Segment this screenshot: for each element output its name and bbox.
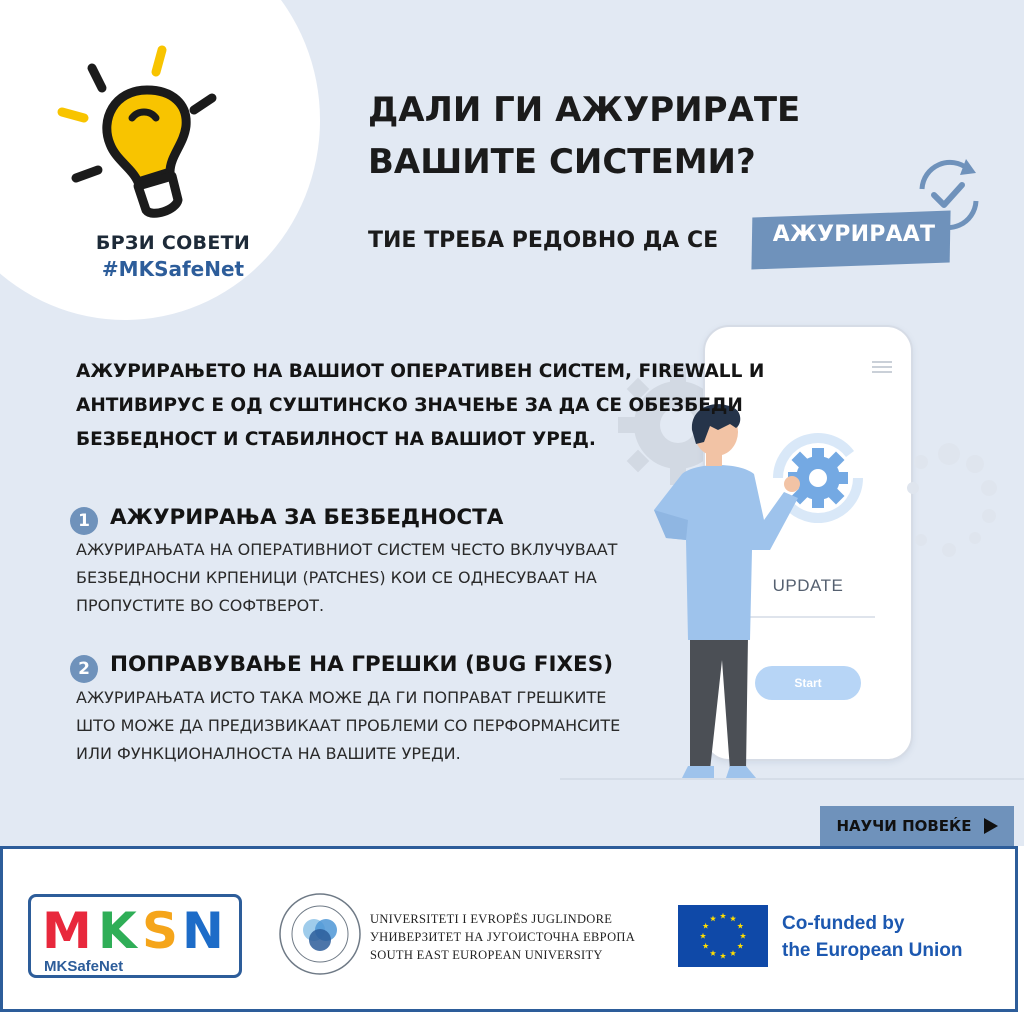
- highlight-text: АЖУРИРААТ: [772, 222, 936, 247]
- section-body: [76, 536, 716, 620]
- floor-line: [560, 778, 1024, 780]
- seeu-name-line: SOUTH EAST EUROPEAN UNIVERSITY: [370, 948, 603, 962]
- badge-title: БРЗИ СОВЕТИ: [95, 232, 251, 254]
- mksafenet-logo: [42, 906, 232, 952]
- intro-line: АНТИВИРУС Е ОД СУШТИНСКО ЗНАЧЕЊЕ ЗА ДА СЕ ОБЕЗБЕДИ: [76, 395, 743, 416]
- intro-line: БЕЗБЕДНОСТ И СТАБИЛНОСТ НА ВАШИОТ УРЕД.: [76, 429, 596, 450]
- seeu-name: [370, 910, 635, 964]
- start-button[interactable]: Start: [755, 666, 861, 700]
- seeu-seal-logo: [278, 892, 362, 976]
- section-body-line: АЖУРИРАЊАТА НА ОПЕРАТИВНИОТ СИСТЕМ ЧЕСТО ВКЛУЧУВААТ: [76, 540, 618, 559]
- seeu-name-line: UNIVERSITETI I EVROPËS JUGLINDORE: [370, 912, 613, 926]
- section-body-line: ИЛИ ФУНКЦИОНАЛНОСТА НА ВАШИТЕ УРЕДИ.: [76, 744, 461, 763]
- eu-text-line: Co-funded by: [782, 913, 905, 934]
- svg-text:N: N: [182, 906, 224, 952]
- svg-text:K: K: [98, 906, 137, 952]
- section-title: АЖУРИРАЊА ЗА БЕЗБЕДНОСТА: [110, 505, 504, 530]
- section-body-line: ПРОПУСТИТЕ ВО СОФТВЕРОТ.: [76, 596, 325, 615]
- intro-line: АЖУРИРАЊЕТО НА ВАШИОТ ОПЕРАТИВЕН СИСТЕМ, FIREWALL И: [76, 361, 765, 382]
- headline: [368, 84, 848, 188]
- eu-text-line: the European Union: [782, 940, 963, 961]
- learn-more-label: НАУЧИ ПОВЕЌЕ: [836, 817, 972, 835]
- loading-dots-icon: [905, 440, 1005, 560]
- update-label: UPDATE: [772, 576, 844, 595]
- eu-cofunded-text: [782, 910, 963, 964]
- mksafenet-logo-name: MKSafeNet: [40, 958, 127, 975]
- learn-more-button[interactable]: [820, 806, 1014, 846]
- section-body-line: ШТО МОЖЕ ДА ПРЕДИЗВИКААТ ПРОБЛЕМИ СО ПЕРФОРМАНСИТЕ: [76, 716, 621, 735]
- headline-line: ДАЛИ ГИ АЖУРИРАТЕ: [368, 90, 801, 130]
- badge-hashtag: #MKSafeNet: [101, 257, 245, 281]
- intro-paragraph: [76, 355, 836, 457]
- seeu-name-line: УНИВЕРЗИТЕТ НА ЈУГОИСТОЧНА ЕВРОПА: [370, 930, 636, 944]
- section-body: [76, 684, 756, 768]
- subheading: ТИЕ ТРЕБА РЕДОВНО ДА СЕ: [368, 228, 719, 253]
- section-number-badge: 1: [70, 507, 98, 535]
- svg-text:M: M: [42, 906, 92, 952]
- eu-flag-icon: [678, 905, 768, 967]
- lightbulb-icon: [52, 40, 222, 230]
- headline-line: ВАШИТЕ СИСТЕМИ?: [368, 142, 756, 182]
- section-body-line: БЕЗБЕДНОСНИ КРПЕНИЦИ (PATCHES) КОИ СЕ ОДНЕСУВААТ НА: [76, 568, 597, 587]
- play-arrow-icon: [984, 818, 998, 834]
- svg-text:S: S: [142, 906, 179, 952]
- section-body-line: АЖУРИРАЊАТА ИСТО ТАКА МОЖЕ ДА ГИ ПОПРАВАТ ГРЕШКИТЕ: [76, 688, 607, 707]
- menu-icon[interactable]: [872, 360, 892, 374]
- section-title: ПОПРАВУВАЊЕ НА ГРЕШКИ (BUG FIXES): [110, 652, 614, 677]
- section-number-badge: 2: [70, 655, 98, 683]
